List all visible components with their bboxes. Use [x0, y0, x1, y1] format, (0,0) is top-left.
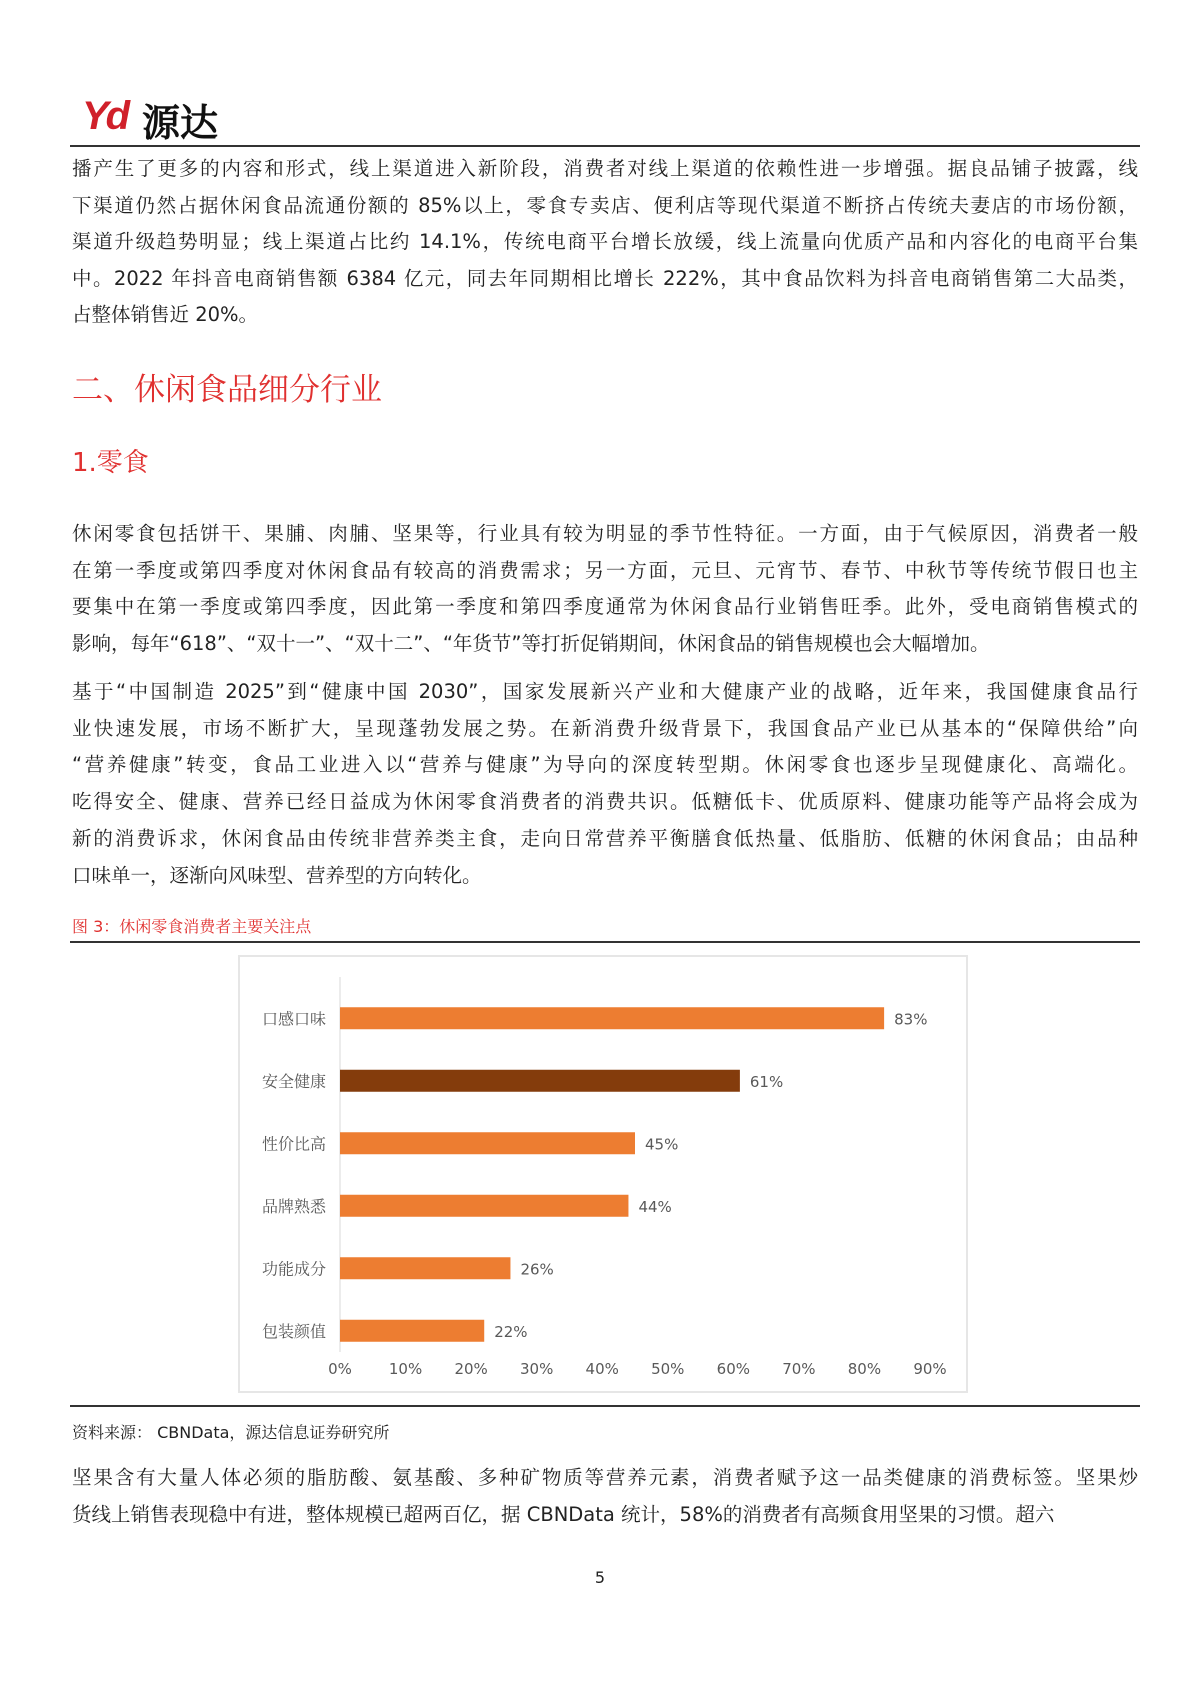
x-tick-label: 90%	[913, 1360, 947, 1378]
source-note: 资料来源： CBNData，源达信息证券研究所	[72, 1423, 390, 1442]
subsection-title: 1.零食	[72, 448, 149, 478]
bar-chart	[238, 955, 968, 1393]
data-label: 83%	[894, 1010, 928, 1029]
bar	[340, 1320, 484, 1342]
data-label: 45%	[645, 1135, 679, 1154]
bar	[340, 1070, 740, 1092]
x-tick-label: 80%	[847, 1360, 882, 1378]
text-line: 货线上销售表现稳中有进，整体规模已超两百亿，据 CBNData 统计，58%的消费者有高频食用坚果的习惯。超六	[72, 1502, 1055, 1526]
chart-svg	[240, 957, 966, 1391]
x-tick-label: 70%	[782, 1360, 816, 1378]
text-line: 渠道升级趋势明显；线上渠道占比约 14.1%，传统电商平台增长放缓，线上流量向优质产品和内容化的电商平台集	[72, 230, 1138, 254]
logo-text: 源达	[142, 101, 219, 145]
page-number: 5	[594, 1568, 606, 1587]
text-line: 业快速发展，市场不断扩大，呈现蓬勃发展之势。在新消费升级背景下，我国食品产业已从基本的“保障供给”向	[72, 716, 1138, 740]
category-label: 品牌熟悉	[261, 1196, 326, 1216]
figure-top-divider	[70, 941, 1140, 943]
x-tick-label: 30%	[519, 1360, 554, 1378]
logo-mark: Yd	[82, 94, 128, 138]
section-title: 二、休闲食品细分行业	[72, 372, 382, 408]
text-line: 吃得安全、健康、营养已经日益成为休闲零食消费者的消费共识。低糖低卡、优质原料、健康功能等产品将会成为	[72, 790, 1138, 814]
text-line: 要集中在第一季度或第四季度，因此第一季度和第四季度通常为休闲食品行业销售旺季。此外，受电商销售模式的	[72, 595, 1138, 619]
figure-bottom-divider	[70, 1405, 1140, 1407]
text-line: 休闲零食包括饼干、果脯、肉脯、坚果等，行业具有较为明显的季节性特征。一方面，由于气候原因，消费者一般	[72, 522, 1138, 545]
bar	[340, 1195, 628, 1217]
x-tick-label: 60%	[716, 1360, 751, 1378]
bar	[340, 1007, 884, 1029]
x-tick-label: 10%	[388, 1360, 423, 1378]
text-line: 下渠道仍然占据休闲食品流通份额的 85%以上，零食专卖店、便利店等现代渠道不断挤占传统夫妻店的市场份额，	[72, 193, 1138, 217]
x-tick-label: 0%	[328, 1360, 352, 1378]
category-label: 性价比高	[261, 1134, 326, 1154]
x-tick-label: 40%	[585, 1360, 619, 1378]
data-label: 44%	[638, 1197, 672, 1216]
x-tick-label: 50%	[651, 1360, 685, 1378]
bar	[340, 1257, 510, 1279]
data-label: 26%	[520, 1260, 554, 1279]
text-line: 影响，每年“618”、“双十一”、“双十二”、“年货节”等打折促销期间，休闲食品的销售规模也会大幅增加。	[72, 632, 990, 656]
header-divider	[70, 145, 1140, 147]
data-label: 61%	[749, 1072, 784, 1091]
text-line: 在第一季度或第四季度对休闲食品有较高的消费需求；另一方面，元旦、元宵节、春节、中秋节等传统节假日也主	[72, 558, 1138, 582]
text-line: 播产生了更多的内容和形式，线上渠道进入新阶段，消费者对线上渠道的依赖性进一步增强。据良品铺子披露，线	[72, 157, 1138, 180]
data-label: 22%	[494, 1322, 528, 1341]
text-line: 中。2022 年抖音电商销售额 6384 亿元，同去年同期相比增长 222%，其中食品饮料为抖音电商销售第二大品类，	[72, 266, 1138, 290]
x-tick-label: 20%	[454, 1360, 488, 1378]
category-label: 功能成分	[261, 1259, 326, 1279]
category-label: 安全健康	[261, 1071, 326, 1091]
bar	[340, 1132, 635, 1154]
category-label: 包装颜值	[261, 1321, 326, 1341]
category-label: 口感口味	[261, 1009, 326, 1029]
text-line: 基于“中国制造 2025”到“健康中国 2030”，国家发展新兴产业和大健康产业的战略，近年来，我国健康食品行	[72, 680, 1138, 703]
text-line: “营养健康”转变，食品工业进入以“营养与健康”为导向的深度转型期。休闲零食也逐步呈现健康化、高端化。	[72, 753, 1138, 777]
text-line: 坚果含有大量人体必须的脂肪酸、氨基酸、多种矿物质等营养元素，消费者赋予这一品类健康的消费标签。坚果炒	[72, 1466, 1138, 1489]
text-line: 占整体销售近 20%。	[72, 303, 259, 327]
figure-caption: 图 3：休闲零食消费者主要关注点	[72, 917, 312, 936]
text-line: 口味单一，逐渐向风味型、营养型的方向转化。	[72, 863, 482, 887]
text-line: 新的消费诉求，休闲食品由传统非营养类主食，走向日常营养平衡膳食低热量、低脂肪、低糖的休闲食品；由品种	[72, 826, 1138, 850]
